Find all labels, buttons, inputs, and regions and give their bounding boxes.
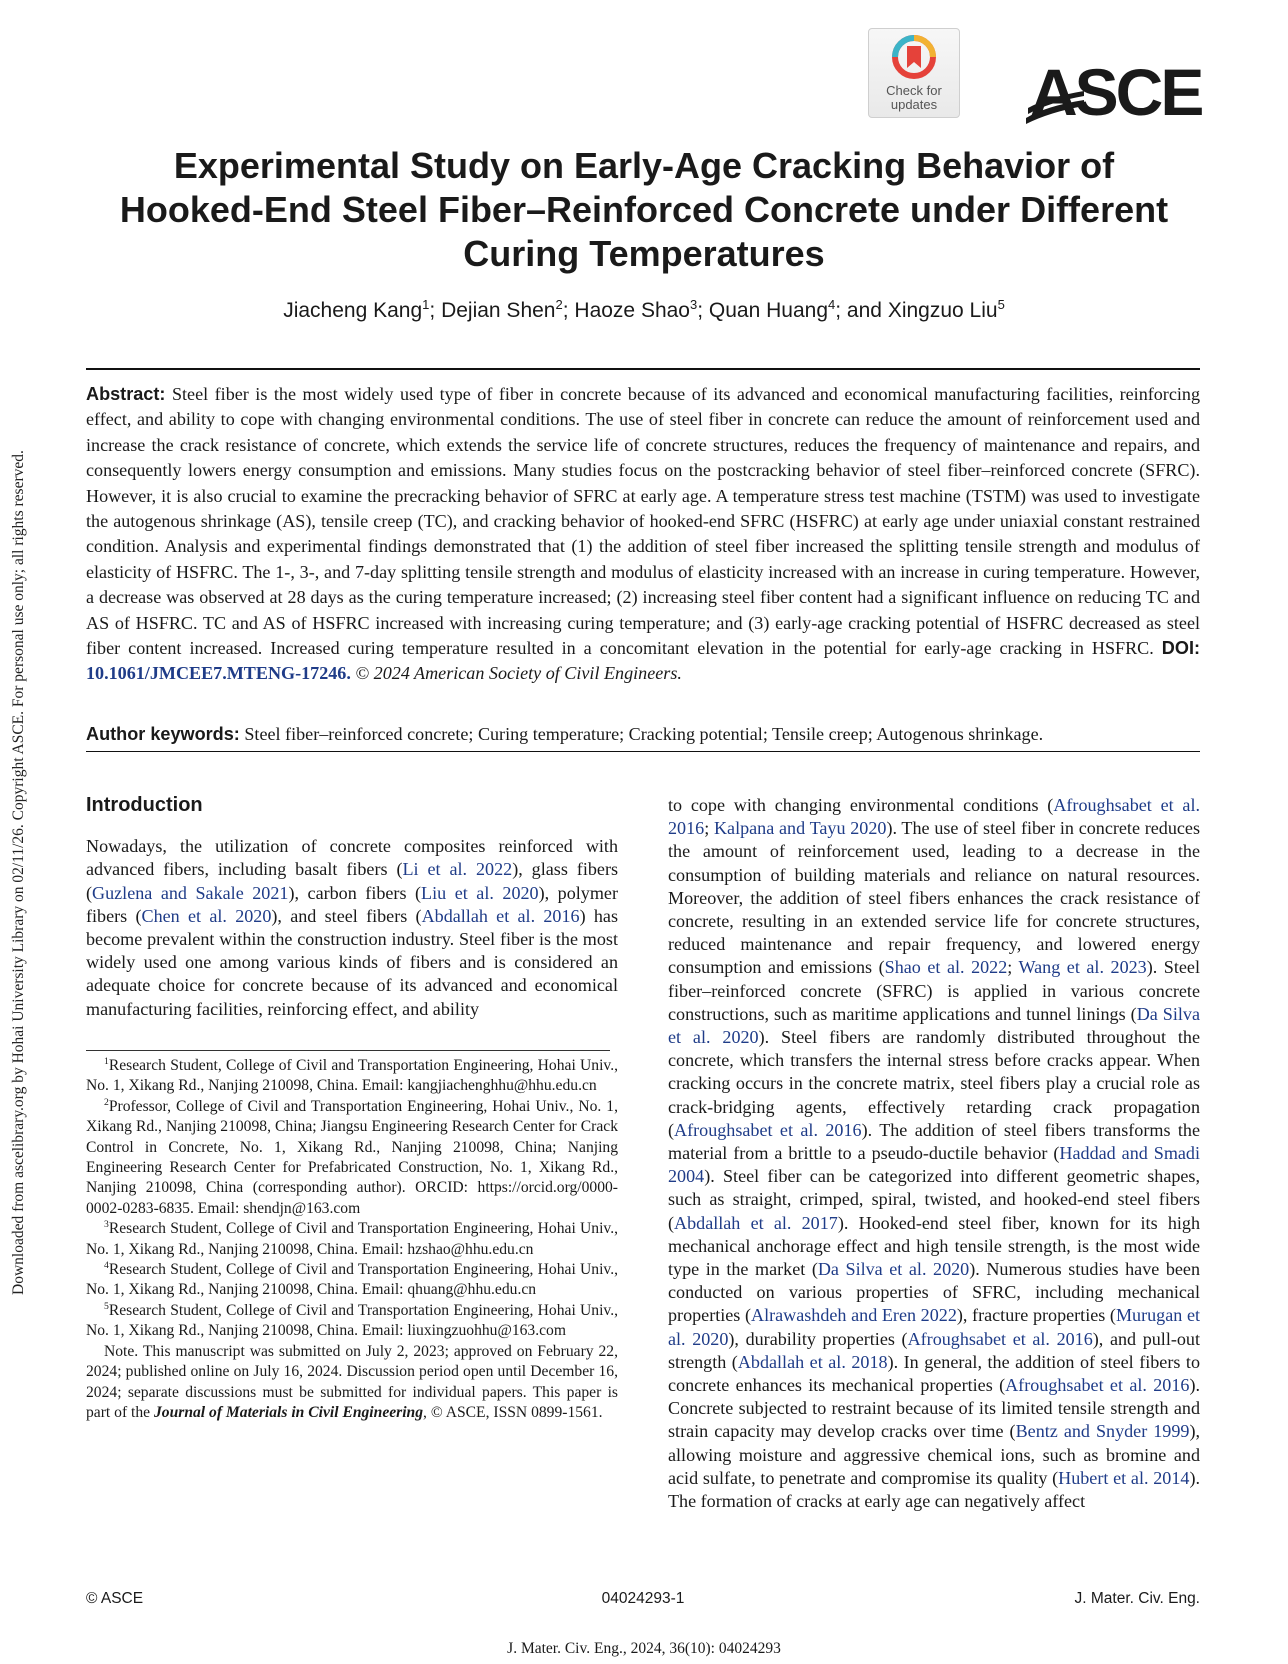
- citation-link[interactable]: Haddad and Smadi 2004: [668, 1143, 1201, 1187]
- citation-link[interactable]: Afroughsabet et al. 2016: [674, 1119, 862, 1140]
- author-affiliation-marker: 5: [997, 297, 1005, 312]
- introduction-heading: Introduction: [86, 794, 203, 816]
- body-text: ). Steel fibers are randomly distributed throughout the concrete, which transfers the internal stress before cracks appear. When cracking occurs in the concrete matrix, steel fibers play a crucial role as crack-bridging agents, effectively retarding crack propagation (: [668, 1027, 1200, 1140]
- citation-link[interactable]: Chen et al. 2020: [141, 905, 272, 926]
- citation-link[interactable]: Afroughsabet et al. 2016: [907, 1328, 1093, 1349]
- body-text: ). Steel fiber–reinforced concrete (SFRC) is applied in various concrete constructions, such as maritime applications and tunnel linings (: [668, 957, 1200, 1024]
- affiliation-footnote: [86, 1097, 618, 1219]
- citation-link[interactable]: Li et al. 2022: [402, 859, 513, 880]
- author-list: [100, 299, 1188, 323]
- badge-line-2: updates: [890, 97, 938, 112]
- affiliation-footnote: [86, 1260, 618, 1301]
- body-text: ). Hooked-end steel fiber, known for its high mechanical anchorage effect and high tensile strength, is the most wide type in the market (: [668, 1212, 1200, 1280]
- abstract-text: Steel fiber is the most widely used type of fiber in concrete because of its advanced and economical manufacturing facilities, reinforcing effect, and ability to cope with changing environmental conditions. The use of steel fiber in concrete can reduce the amount of reinforcement used and increase the crack resistance of concrete, which extends the service life of concrete structures, reduces the frequency of maintenance and repairs, and consequently lowers energy consumption and emissions. Many studies focus on the postcracking behavior of steel fiber–reinforced concrete (SFRC). However, it is also crucial to examine the precracking behavior of SFRC at early age. A temperature stress test machine (TSTM) was used to investigate the autogenous shrinkage (AS), tensile creep (TC), and cracking behavior of hooked-end SFRC (HSFRC) at early age under uniaxial constant restrained condition. Analysis and experimental findings demonstrated that (1) the addition of steel fiber increased the splitting tensile strength and modulus of elasticity of HSFRC. The 1-, 3-, and 7-day splitting tensile strength and modulus of elasticity increased with an increase in curing temperature. However, a decrease was observed at 28 days as the curing temperature increased; (2) increasing steel fiber content had a significant influence on reducing TC and AS of HSFRC. TC and AS of HSFRC increased with increasing curing temperature; and (3) early-age cracking potential of HSFRC decreased as steel fiber content increased. Increased curing temperature resulted in a concomitant elevation in the potential for early-age cracking in HSFRC.: [86, 384, 1200, 659]
- citation-link[interactable]: Shao et al. 2022: [884, 957, 1008, 978]
- body-text: ), durability properties (: [728, 1328, 908, 1349]
- footer-journal: J. Mater. Civ. Eng.: [1074, 1590, 1200, 1607]
- citation-line: J. Mater. Civ. Eng., 2024, 36(10): 04024293: [507, 1640, 781, 1657]
- affiliation-footnote: [86, 1056, 618, 1097]
- author-separator: ;: [697, 299, 709, 322]
- body-text: ). Concrete subjected to restraint because of its limited tensile strength and strain capacity may develop cracks over time (: [668, 1375, 1200, 1442]
- abstract-top-rule: [86, 368, 1200, 370]
- citation-link[interactable]: Kalpana and Tayu 2020: [713, 818, 887, 839]
- citation-link[interactable]: Murugan et al. 2020: [668, 1305, 1200, 1349]
- note-tail: , © ASCE, ISSN 0899-1561.: [423, 1403, 603, 1421]
- asce-logo: [1026, 55, 1202, 130]
- paper-title: Experimental Study on Early-Age Cracking Behavior of Hooked-End Steel Fiber–Reinforced Concrete under Different Curing Temperatures: [119, 145, 1169, 274]
- affiliation-footnote: [86, 1301, 618, 1342]
- abstract-block: [86, 382, 1200, 687]
- note-text: Note. This manuscript was submitted on July 2, 2023; approved on February 22, 2024; published online on July 16, 2024. Discussion period open until December 16, 2024; separate discussions must be submitted for individual papers. This paper is part of the: [86, 1342, 618, 1421]
- download-notice: Downloaded from ascelibrary.org by Hohai University Library on 02/11/26. Copyright ASCE. For personal use only; all rights reserved.: [10, 450, 27, 1295]
- author-affiliation-marker: 3: [690, 297, 698, 312]
- body-text: ). The addition of steel fibers transforms the material from a brittle to a pseudo-ductile behavior (: [668, 1119, 1200, 1164]
- body-text: ), fracture properties (: [956, 1305, 1116, 1326]
- body-text: ). The formation of cracks at early age can negatively affect: [668, 1467, 1200, 1512]
- footer-page-id: 04024293-1: [601, 1590, 685, 1607]
- left-column: [86, 794, 618, 1021]
- citation-link[interactable]: Abdallah et al. 2018: [737, 1351, 888, 1372]
- citation-link[interactable]: Abdallah et al. 2017: [674, 1212, 838, 1233]
- doi-label: DOI:: [1161, 638, 1200, 659]
- badge-line-1: Check for: [886, 83, 942, 98]
- manuscript-note: [86, 1342, 618, 1424]
- keywords-label: Author keywords:: [86, 724, 240, 744]
- abstract-copyright: © 2024 American Society of Civil Engineers.: [355, 663, 682, 684]
- citation-link[interactable]: Liu et al. 2020: [421, 882, 539, 903]
- body-text: ), and steel fibers (: [271, 905, 422, 926]
- body-text: ;: [704, 818, 714, 839]
- citation-link[interactable]: Afroughsabet et al. 2016: [1005, 1375, 1190, 1396]
- body-text: ) has become prevalent within the construction industry. Steel fiber is the most widely used one among various kinds of fibers and is considered an adequate choice for concrete because of its advanced and economical manufacturing facilities, reinforcing effect, and ability: [86, 905, 619, 1019]
- page-footer: [86, 1590, 1200, 1610]
- author-affiliation-marker: 4: [828, 297, 836, 312]
- introduction-text-left: [86, 835, 618, 1021]
- footnote-text: Research Student, College of Civil and Transportation Engineering, Hohai Univ., No. 1, Xikang Rd., Nanjing 210098, China. Email: kangjiachenghhu@hhu.edu.cn: [86, 1057, 618, 1095]
- affiliation-footnote: [86, 1219, 618, 1260]
- footnote-text: Research Student, College of Civil and Transportation Engineering, Hohai Univ., No. 1, Xikang Rd., Nanjing 210098, China. Email: hzshao@hhu.edu.cn: [86, 1220, 618, 1258]
- citation-link[interactable]: Afroughsabet et al. 2016: [668, 795, 1201, 839]
- footnote-text: Research Student, College of Civil and Transportation Engineering, Hohai Univ., No. 1, Xikang Rd., Nanjing 210098, China. Email: qhuang@hhu.edu.cn: [86, 1261, 618, 1299]
- body-text: ), polymer fibers (: [86, 882, 618, 926]
- body-text: ), and pull-out strength (: [668, 1328, 1201, 1372]
- author-name: Quan Huang: [708, 299, 829, 322]
- footnote-rule: [86, 1050, 610, 1051]
- citation-link[interactable]: Wang et al. 2023: [1018, 957, 1147, 978]
- author-affiliation-marker: 2: [555, 297, 563, 312]
- citation-link[interactable]: Guzlena and Sakale 2021: [92, 882, 289, 903]
- body-text: Nowadays, the utilization of concrete composites reinforced with advanced fibers, including basalt fibers (: [86, 836, 618, 880]
- body-text: ), allowing moisture and aggressive chemical ions, such as bromine and acid sulfate, to penetrate and compromise its quality (: [668, 1421, 1200, 1488]
- author-separator: ;: [562, 299, 575, 322]
- body-text: ). Steel fiber can be categorized into different geometric shapes, such as straight, crimped, spiral, twisted, and hooked-end steel fibers (: [668, 1166, 1200, 1233]
- doi-link[interactable]: 10.1061/JMCEE7.MTENG-17246.: [86, 663, 351, 684]
- author-affiliation-marker: 1: [422, 297, 430, 312]
- body-text: ). The use of steel fiber in concrete reduces the amount of reinforcement used, leading to a decrease in the consumption of building materials and reliance on natural resources. Moreover, the addition of steel fibers enhances the crack resistance of concrete, resulting in an extended service life for concrete structures, reduced maintenance and repair frequency, and lowered energy consumption and emissions (: [668, 818, 1200, 978]
- footer-copyright: © ASCE: [86, 1590, 144, 1607]
- citation-link[interactable]: Bentz and Snyder 1999: [1015, 1421, 1190, 1442]
- body-text: ), glass fibers (: [86, 859, 619, 903]
- footnote-number: 5: [104, 1300, 109, 1312]
- citation-link[interactable]: Hubert et al. 2014: [1058, 1467, 1190, 1488]
- introduction-text-right: [668, 794, 1200, 1513]
- body-text: ;: [1007, 957, 1019, 978]
- footnote-number: 3: [104, 1219, 109, 1231]
- body-text: ). Numerous studies have been conducted on various properties of SFRC, including mechanical properties (: [668, 1259, 1200, 1326]
- journal-name: Journal of Materials in Civil Engineering: [153, 1403, 424, 1421]
- keywords-text: Steel fiber–reinforced concrete; Curing temperature; Cracking potential; Tensile creep; Autogenous shrinkage.: [244, 724, 1044, 744]
- author-separator: ; and: [835, 299, 888, 322]
- abstract-label: Abstract:: [86, 384, 166, 404]
- footnote-number: 2: [104, 1096, 109, 1108]
- author-name: Haoze Shao: [574, 299, 690, 322]
- citation-link[interactable]: Da Silva et al. 2020: [668, 1003, 1200, 1048]
- logo-wordmark: ASCE: [1030, 55, 1202, 129]
- body-text: ), carbon fibers (: [288, 882, 422, 903]
- footnote-text: Research Student, College of Civil and Transportation Engineering, Hohai Univ., No. 1, Xikang Rd., Nanjing 210098, China. Email: liuxingzuohhu@163.com: [86, 1301, 618, 1340]
- bookmark-icon: [892, 35, 936, 79]
- author-name: Jiacheng Kang: [283, 299, 423, 322]
- footnote-number: 4: [104, 1259, 109, 1271]
- footnotes: [86, 1056, 618, 1423]
- footnote-text: Professor, College of Civil and Transportation Engineering, Hohai Univ., No. 1, Xikang Rd., Nanjing 210098, China; Jiangsu Engineering Research Center for Crack Control in Concrete, No. 1, Xikang Rd., Nanjing 210098, China; Nanjing Engineering Research Center for Prefabricated Construction, No. 1, Xikang Rd., Nanjing 210098, China (corresponding author). ORCID: https://orcid.org/0000-0002-0283-6835. Email: shendjn@163.com: [86, 1097, 618, 1217]
- author-separator: ;: [429, 299, 442, 322]
- body-text: ). In general, the addition of steel fibers to concrete enhances its mechanical properties (: [668, 1351, 1200, 1396]
- author-name: Dejian Shen: [441, 299, 556, 322]
- citation-link[interactable]: Abdallah et al. 2016: [421, 905, 580, 926]
- keywords-block: [86, 724, 1200, 745]
- body-text: to cope with changing environmental conditions (: [668, 795, 1054, 815]
- footnote-number: 1: [104, 1055, 109, 1067]
- author-name: Xingzuo Liu: [887, 299, 998, 322]
- keywords-bottom-rule: [86, 751, 1200, 752]
- right-column: [668, 794, 1200, 1513]
- citation-link[interactable]: Da Silva et al. 2020: [817, 1259, 970, 1280]
- citation-link[interactable]: Alrawashdeh and Eren 2022: [751, 1305, 957, 1326]
- badge-text: [869, 84, 959, 112]
- check-for-updates-badge[interactable]: [868, 28, 960, 118]
